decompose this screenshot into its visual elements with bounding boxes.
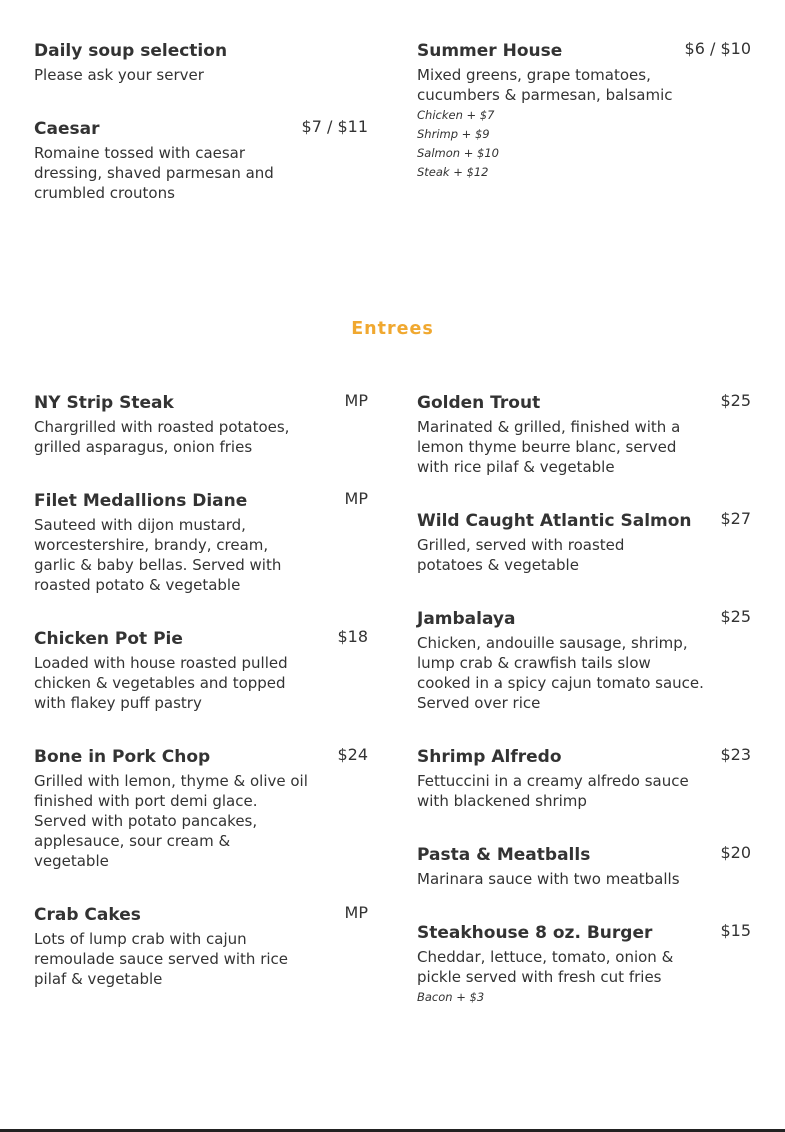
menu-item-caesar [34,118,368,203]
item-name: Pasta & Meatballs [417,845,591,865]
item-price: $18 [337,627,368,646]
menu-item-wild-caught-atlantic-salmon [417,510,751,575]
item-description: Chicken, andouille sausage, shrimp, lump crab & crawfish tails slow cooked in a spicy cajun tomato sauce. Served over rice [417,634,704,712]
item-description: Grilled, served with roasted potatoes & vegetable [417,536,625,574]
item-description: Lots of lump crab with cajun remoulade sauce served with rice pilaf & vegetable [34,930,289,988]
item-description: Mixed greens, grape tomatoes, cucumbers & parmesan, balsamic [417,66,673,104]
item-description: Sauteed with dijon mustard, worcestershire, brandy, cream, garlic & baby bellas. Served with roasted potato & vegetable [34,516,282,594]
menu-item-bone-in-pork-chop [34,746,368,871]
item-name: Steakhouse 8 oz. Burger [417,923,653,943]
item-name: Bone in Pork Chop [34,747,211,767]
menu-item-steakhouse-burger [417,922,751,1007]
item-price: $6 / $10 [684,39,751,58]
addon-bacon: Bacon + $3 [417,990,485,1004]
addon-list [417,988,751,1007]
item-price: MP [344,903,368,922]
item-description: Marinara sauce with two meatballs [417,870,680,888]
item-price: MP [344,489,368,508]
addon-chicken: Chicken + $7 [417,108,495,122]
item-description: Marinated & grilled, finished with a lemon thyme beurre blanc, served with rice pilaf & vegetable [417,418,681,476]
menu-item-golden-trout [417,392,751,477]
item-name: Caesar [34,119,100,139]
item-price: $7 / $11 [301,117,368,136]
menu-item-shrimp-alfredo [417,746,751,811]
item-price: $25 [720,607,751,626]
addon-shrimp: Shrimp + $9 [417,127,490,141]
item-price: $25 [720,391,751,410]
item-price: $15 [720,921,751,940]
item-name: Golden Trout [417,393,541,413]
addon-salmon: Salmon + $10 [417,146,499,160]
item-description: Fettuccini in a creamy alfredo sauce with blackened shrimp [417,772,689,810]
item-name: Chicken Pot Pie [34,629,183,649]
item-description: Please ask your server [34,66,204,84]
item-name: NY Strip Steak [34,393,174,413]
item-price: $20 [720,843,751,862]
item-description: Grilled with lemon, thyme & olive oil finished with port demi glace. Served with potato pancakes, applesauce, sour cream & vegetable [34,772,308,870]
menu-item-summer-house [417,40,751,182]
section-title-entrees: Entrees [351,319,434,339]
item-name: Summer House [417,41,563,61]
item-name: Shrimp Alfredo [417,747,562,767]
item-price: MP [344,391,368,410]
item-name: Filet Medallions Diane [34,491,248,511]
menu-item-chicken-pot-pie [34,628,368,713]
menu-item-ny-strip-steak [34,392,368,457]
item-price: $24 [337,745,368,764]
item-price: $27 [720,509,751,528]
item-description: Chargrilled with roasted potatoes, grilled asparagus, onion fries [34,418,290,456]
item-description: Cheddar, lettuce, tomato, onion & pickle served with fresh cut fries [417,948,674,986]
item-description: Romaine tossed with caesar dressing, shaved parmesan and crumbled croutons [34,144,274,202]
menu-item-pasta-meatballs [417,844,751,889]
menu-item-crab-cakes [34,904,368,989]
item-description: Loaded with house roasted pulled chicken & vegetables and topped with flakey puff pastry [34,654,288,712]
item-price: $23 [720,745,751,764]
item-name: Crab Cakes [34,905,141,925]
addon-steak: Steak + $12 [417,165,489,179]
addon-list [417,106,751,182]
item-name: Wild Caught Atlantic Salmon [417,511,692,531]
item-name: Jambalaya [417,609,516,629]
menu-item-filet-medallions-diane [34,490,368,595]
menu-item-jambalaya [417,608,751,713]
item-name: Daily soup selection [34,41,228,61]
menu-item-daily-soup [34,40,368,85]
